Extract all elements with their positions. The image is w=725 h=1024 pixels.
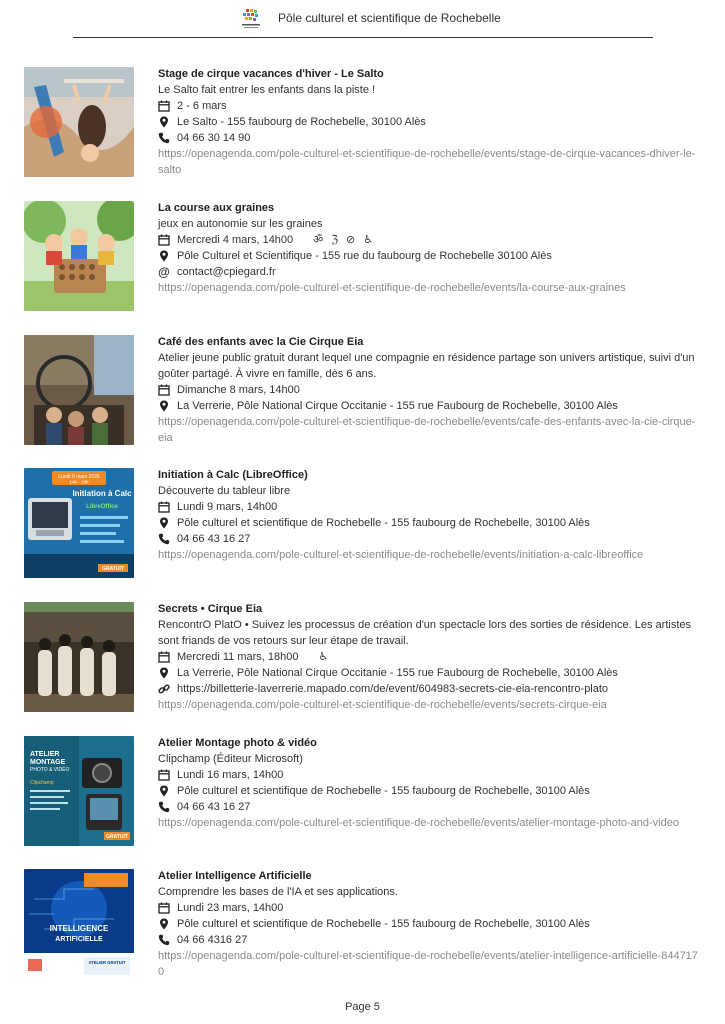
poster-date: Lundi 9 mars 2026 [58,474,100,480]
event-thumbnail [24,869,134,979]
link-icon [158,683,170,695]
map-pin-icon [158,400,170,412]
event-location-row [158,114,698,130]
event-phone-row [158,799,698,815]
event-description: jeux en autonomie sur les graines [158,218,323,230]
event-description: Comprendre les bases de l'IA et ses applications. [158,886,398,898]
event-location-row [158,398,698,414]
map-pin-icon [158,785,170,797]
event-location: La Verrerie, Pôle National Cirque Occitanie - 155 rue Faubourg de Rochebelle, 30100 Alès [177,400,618,412]
event-title[interactable]: Secrets • Cirque Eia [158,603,263,615]
calendar-icon [158,100,170,112]
poster-badge: GRATUIT [106,834,128,840]
event-date-row [158,232,698,248]
event-url[interactable]: https://openagenda.com/pole-culturel-et-scientifique-de-rochebelle/events/atelier-montage-photo-and-video [158,817,679,829]
poster-subtitle: LibreOffice [86,504,118,510]
event-location: Pôle culturel et scientifique de Rochebelle - 155 faubourg de Rochebelle, 30100 Alès [177,918,590,930]
event-phone-row [158,932,698,948]
map-pin-icon [158,918,170,930]
event-description: Découverte du tableur libre [158,485,291,497]
event-date: Lundi 16 mars, 14h00 [177,769,284,781]
mental-disability-icon: ॐ [313,234,324,246]
motor-disability-icon: ♿ [363,234,374,246]
poster-time: 14h - 16h [69,479,89,485]
event-url[interactable]: https://openagenda.com/pole-culturel-et-scientifique-de-rochebelle/events/initiation-a-calc-libreoffice [158,549,644,561]
event-url[interactable]: https://openagenda.com/pole-culturel-et-scientifique-de-rochebelle/events/secrets-cirque-eia [158,699,607,711]
event-phone[interactable]: 04 66 43 16 27 [177,533,251,545]
event-url[interactable]: https://openagenda.com/pole-culturel-et-scientifique-de-rochebelle/events/atelier-intelligence-artificielle-8447170 [158,950,698,978]
poster-title-line-2: ARTIFICIELLE [55,936,103,943]
at-sign-icon: @ [158,265,170,279]
event-phone-row [158,531,698,547]
event-link-row [158,681,698,697]
event-location-row [158,515,698,531]
event-title[interactable]: Initiation à Calc (LibreOffice) [158,469,308,481]
event-description: Clipchamp (Éditeur Microsoft) [158,753,303,765]
event-location: La Verrerie, Pôle National Cirque Occitanie - 155 rue Faubourg de Rochebelle, 30100 Alès [177,667,618,679]
event-title[interactable]: Stage de cirque vacances d'hiver - Le Salto [158,68,384,80]
event-date-row [158,649,698,665]
map-pin-icon [158,667,170,679]
poster-title: Initiation à Calc [72,489,132,498]
poster-badge: GRATUIT [102,566,124,572]
calendar-icon [158,651,170,663]
event-date: Lundi 23 mars, 14h00 [177,902,284,914]
event-phone[interactable]: 04 66 4316 27 [177,934,248,946]
phone-icon [158,533,170,545]
phone-icon [158,801,170,813]
event-date: Dimanche 8 mars, 14h00 [177,384,300,396]
event-email-row [158,264,698,280]
event-thumbnail [24,736,134,846]
phone-icon [158,132,170,144]
accessibility-icons [313,232,373,248]
visually-impaired-icon: ⊘ [346,234,356,246]
event-url[interactable]: https://openagenda.com/pole-culturel-et-scientifique-de-rochebelle/events/stage-de-cirque-vacances-dhiver-le-salto [158,148,696,176]
header-rule [73,37,653,38]
site-title: Pôle culturel et scientifique de Rochebelle [278,11,501,25]
calendar-icon [158,902,170,914]
calendar-icon [158,769,170,781]
event-url[interactable]: https://openagenda.com/pole-culturel-et-scientifique-de-rochebelle/events/la-course-aux-graines [158,282,626,294]
hearing-impaired-icon: ℨ [331,234,338,246]
event-date-row [158,767,698,783]
event-thumbnail [24,468,134,578]
event-thumbnail [24,335,134,445]
event-date: 2 - 6 mars [177,100,227,112]
event-description: RencontrO PlatO • Suivez les processus de création d'un spectacle lors des sorties de résidence. Les artistes sont friands de vos retours sur leur étape de travail. [158,619,691,647]
page-header [0,0,725,40]
poster-title-line-1: ATELIER [30,751,60,758]
event-title[interactable]: Atelier Intelligence Artificielle [158,870,312,882]
phone-icon [158,934,170,946]
event-title[interactable]: Café des enfants avec la Cie Cirque Eia [158,336,364,348]
map-pin-icon [158,517,170,529]
poster-subtitle: Clipchamp [30,780,54,786]
calendar-icon [158,234,170,246]
calendar-icon [158,501,170,513]
event-date-row [158,499,698,515]
event-description: Le Salto fait entrer les enfants dans la piste ! [158,84,376,96]
event-location: Pôle Culturel et Scientifique - 155 rue du faubourg de Rochebelle 30100 Alès [177,250,552,262]
event-thumbnail [24,602,134,712]
event-date: Mercredi 11 mars, 18h00 [177,651,299,663]
event-location-row [158,248,698,264]
event-date-row [158,98,698,114]
pole-logo [240,8,262,30]
event-location-row [158,783,698,799]
event-date: Mercredi 4 mars, 14h00 [177,234,294,246]
event-thumbnail [24,67,134,177]
motor-disability-icon: ♿ [318,651,329,663]
event-thumbnail [24,201,134,311]
event-description: Atelier jeune public gratuit durant lequel une compagnie en résidence partage son univers artistique, suivi d'un goûter partagé. À vivre en famille, dès 6 ans. [158,352,695,380]
event-location-row [158,916,698,932]
event-phone-row [158,130,698,146]
event-location-row [158,665,698,681]
poster-badge: ATELIER GRATUIT [88,960,126,965]
event-date-row [158,382,698,398]
poster-title-line-1: INTELLIGENCE [49,924,109,933]
event-phone[interactable]: 04 66 43 16 27 [177,801,251,813]
page-number: Page 5 [345,1001,380,1013]
event-url[interactable]: https://openagenda.com/pole-culturel-et-scientifique-de-rochebelle/events/cafe-des-enfants-avec-la-cie-cirque-eia [158,416,696,444]
event-email[interactable]: contact@cpiegard.fr [177,266,276,278]
poster-title-line-2: MONTAGE [30,759,66,766]
map-pin-icon [158,116,170,128]
map-pin-icon [158,250,170,262]
event-link[interactable]: https://billetterie-laverrerie.mapado.com/de/event/604983-secrets-cie-eia-rencontro-plato [177,683,609,695]
event-title[interactable]: La course aux graines [158,202,275,214]
calendar-icon [158,384,170,396]
event-date-row [158,900,698,916]
event-location: Pôle culturel et scientifique de Rochebelle - 155 faubourg de Rochebelle, 30100 Alès [177,785,590,797]
event-date: Lundi 9 mars, 14h00 [177,501,278,513]
event-phone[interactable]: 04 66 30 14 90 [177,132,251,144]
accessibility-icons [318,649,328,665]
event-location: Le Salto - 155 faubourg de Rochebelle, 30100 Alès [177,116,426,128]
poster-title-line-3: PHOTO & VIDÉO [30,767,70,773]
event-title[interactable]: Atelier Montage photo & vidéo [158,737,317,749]
event-location: Pôle culturel et scientifique de Rochebelle - 155 faubourg de Rochebelle, 30100 Alès [177,517,590,529]
